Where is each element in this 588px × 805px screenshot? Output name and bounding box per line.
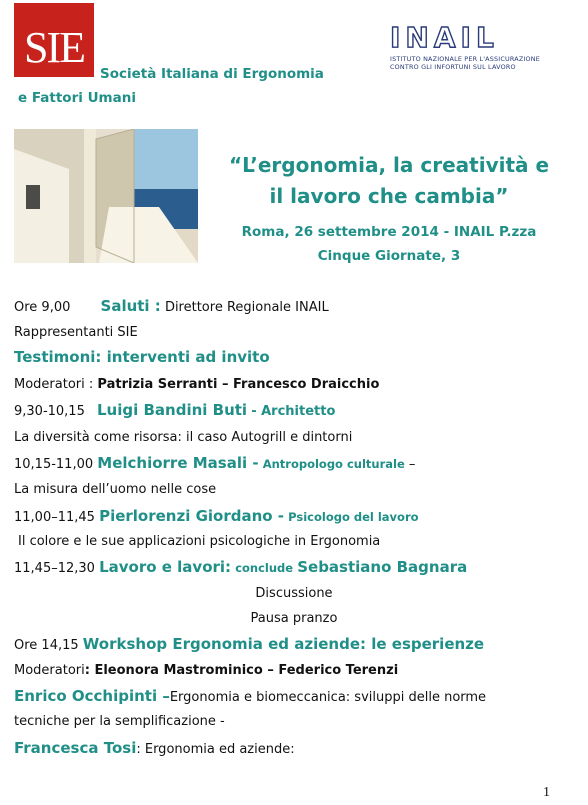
painting-image [14, 129, 198, 263]
section-heading: Testimoni: interventi ad invito [14, 348, 270, 366]
time: 10,15-11,00 [14, 457, 94, 472]
program-row-9 [14, 507, 419, 527]
dash: – [408, 457, 416, 472]
speaker-name: Pierlorenzi Giordano - [99, 507, 285, 525]
discussion-text: Discussione [255, 586, 333, 601]
program-row-1 [14, 297, 329, 317]
speaker-role: Psicologo del lavoro [288, 510, 419, 524]
talk-title: Ergonomia e biomeccanica: sviluppi delle norme [169, 690, 487, 705]
event-location-line1: Roma, 26 settembre 2014 - INAIL P.zza [241, 224, 537, 240]
program-row-11 [14, 558, 467, 578]
program-row-15 [14, 662, 398, 680]
program-row-13 [0, 610, 588, 628]
page-number: 1 [543, 785, 550, 800]
speaker-role: Antropologo culturale [262, 457, 405, 471]
speaker-name: Luigi Bandini Buti [97, 401, 248, 419]
program-row-16 [14, 687, 486, 707]
speaker-name: Francesca Tosi [14, 739, 137, 757]
moderators-names: Patrizia Serranti – Francesco Draicchio [97, 377, 380, 392]
program-row-5 [14, 401, 335, 421]
program-row-17 [14, 713, 225, 731]
program-row-10 [18, 533, 380, 551]
inail-subtitle-2: CONTRO GLI INFORTUNI SUL LAVORO [390, 63, 516, 71]
time: 11,45–12,30 [14, 561, 95, 576]
time: 9,30-10,15 [14, 404, 85, 419]
talk-title: La misura dell’uomo nelle cose [14, 482, 217, 497]
sie-name-line2: e Fattori Umani [18, 90, 136, 106]
event-title-line2: il lavoro che cambia” [269, 184, 509, 208]
sie-name-line1: Società Italiana di Ergonomia [100, 66, 324, 82]
speaker-name: Enrico Occhipinti – [14, 687, 170, 705]
row-text: Rappresentanti SIE [14, 325, 138, 340]
talk-title: tecniche per la semplificazione - [14, 714, 225, 729]
program-row-18 [14, 739, 295, 759]
conclude-label: conclude [235, 561, 294, 575]
talk-title: La diversità come risorsa: il caso Autogrill e dintorni [14, 430, 353, 445]
time: Ore 9,00 [14, 300, 71, 315]
row-text: Direttore Regionale INAIL [164, 300, 329, 315]
moderators-label: Moderatori : [14, 377, 94, 392]
speaker-name: Sebastiano Bagnara [297, 558, 468, 576]
program-row-7 [14, 454, 415, 474]
program-row-8 [14, 481, 216, 499]
event-title [214, 150, 564, 212]
event-title-line1: “L’ergonomia, la creatività e [228, 153, 550, 177]
inail-logo [390, 21, 550, 71]
sie-logo [14, 3, 94, 77]
section-heading: Lavoro e lavori: [99, 558, 232, 576]
program-row-4 [14, 376, 379, 394]
section-heading: Saluti : [100, 297, 161, 315]
program-row-6 [14, 429, 352, 447]
talk-title: : Ergonomia ed aziende: [136, 742, 295, 757]
event-location-line2: Cinque Giornate, 3 [317, 248, 461, 264]
event-location [214, 220, 564, 268]
program-row-3 [14, 348, 270, 368]
speaker-name: Melchiorre Masali - [97, 454, 259, 472]
inail-subtitle-1: ISTITUTO NAZIONALE PER L'ASSICURAZIONE [390, 55, 540, 63]
program-row-14 [14, 635, 484, 655]
sie-logo-text: SIE [24, 23, 84, 72]
moderators-label: Moderatori [14, 663, 85, 678]
talk-title: Il colore e le sue applicazioni psicologiche in Ergonomia [18, 534, 381, 549]
moderators-names: : Eleonora Mastrominico – Federico Terenzi [84, 663, 399, 678]
program-row-2 [14, 324, 138, 342]
speaker-role: - Architetto [251, 404, 336, 419]
time: Ore 14,15 [14, 638, 79, 653]
section-heading: Workshop Ergonomia ed aziende: le esperienze [82, 635, 485, 653]
program-row-12 [0, 585, 588, 603]
time: 11,00–11,45 [14, 510, 95, 525]
inail-logo-text: INAIL [390, 21, 499, 54]
lunch-text: Pausa pranzo [250, 611, 338, 626]
